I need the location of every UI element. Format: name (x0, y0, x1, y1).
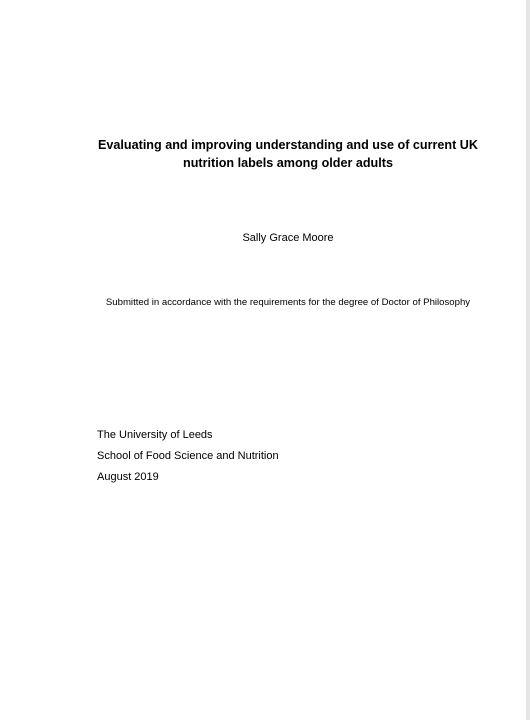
institution-block (97, 425, 279, 488)
submission-statement: Submitted in accordance with the requirements for the degree of Doctor of Philosophy (105, 297, 471, 308)
submission-date: August 2019 (97, 471, 159, 483)
thesis-title-line-1: Evaluating and improving understanding and use of current UK (98, 138, 478, 152)
thesis-title-line-2: nutrition labels among older adults (183, 156, 393, 170)
page-edge-divider (526, 0, 530, 720)
university-name: The University of Leeds (97, 429, 213, 441)
thesis-title (50, 136, 526, 172)
school-name: School of Food Science and Nutrition (97, 450, 279, 462)
author-name: Sally Grace Moore (242, 232, 334, 244)
